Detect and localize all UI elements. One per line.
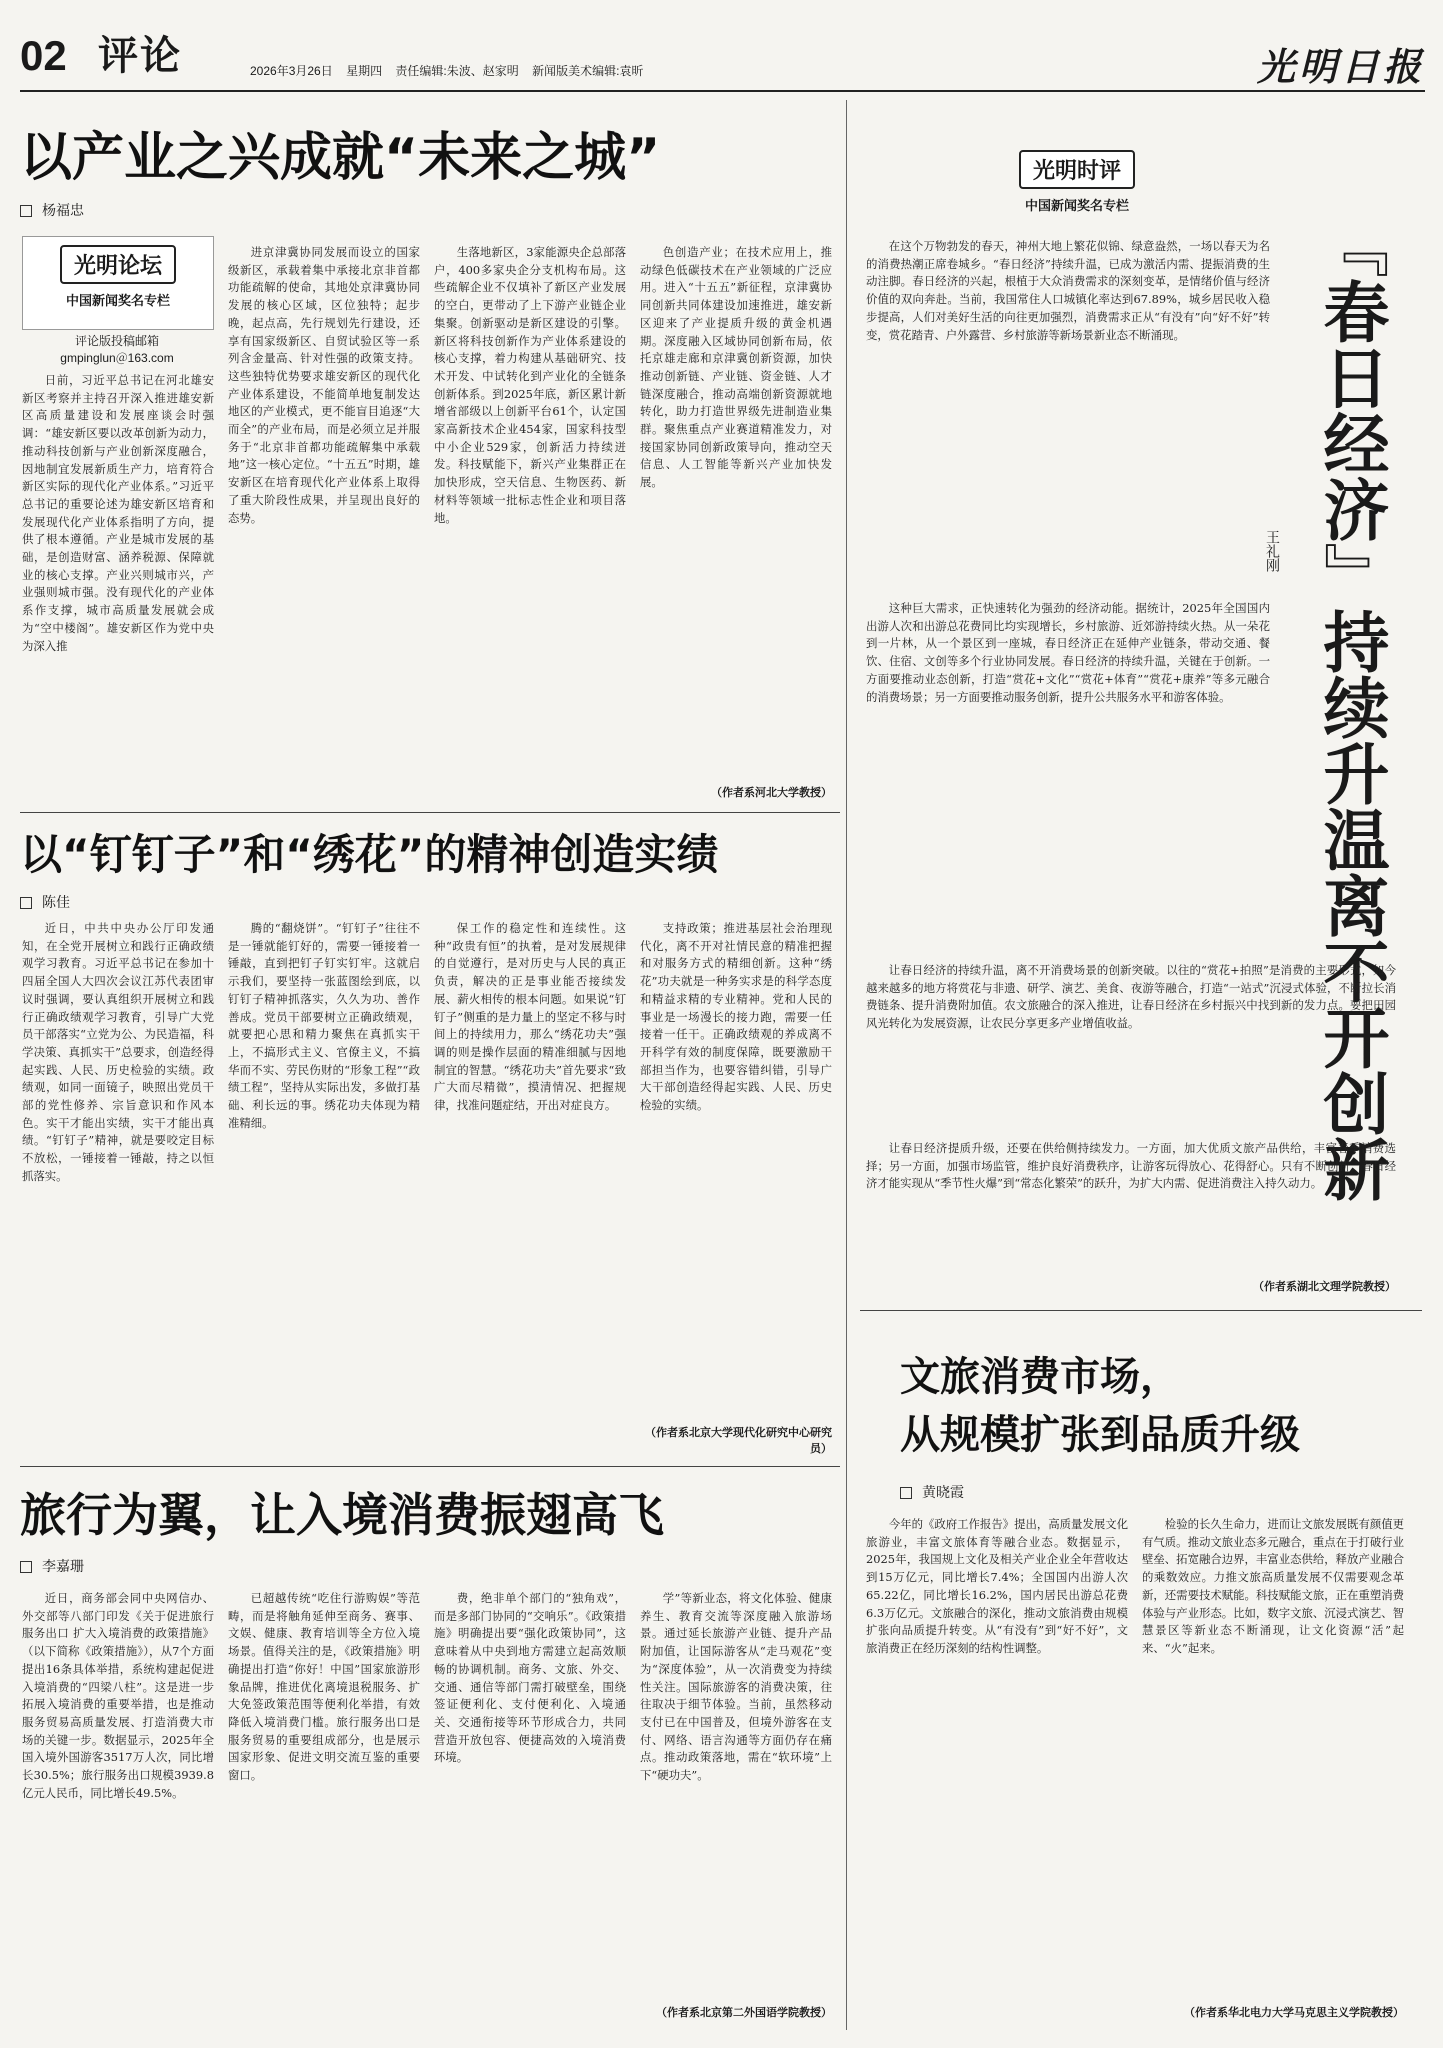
forum-badge-label: 光明论坛 [60,245,176,284]
contact-block [22,332,212,366]
article-5-title-line-1: 文旅消费市场， [900,1354,1180,1400]
responsible-editors: 责任编辑:朱波、赵家明 [395,64,519,78]
header-meta [250,62,653,79]
forum-badge-sub: 中国新闻奖名专栏 [65,294,170,309]
article-1-col-1: 日前，习近平总书记在河北雄安新区考察并主持召开深入推进雄安新区高质量建设和发展座谈会时强调：“雄安新区要以改革创新为动力，推动科技创新与产业创新深度融合，因地制宜发展新质生产力，培育符合新区实际的现代化产业体系。”习近平总书记的重要论述为雄安新区培育和发展现代化产业体系指明了方向，提供了根本遵循。产业是城市发展的基础，是创造财富、涵养税源、保障就业的核心支撑。产业兴则城市兴，产业强则城市强。没有现代化的产业体系作支撑，城市高质量发展就会成为“空中楼阁”。雄安新区作为党中央为深入推 [22,373,214,653]
article-2-col-3: 保工作的稳定性和连续性。这种“政贵有恒”的执着，是对发展规律的自觉遵行，是对历史与人民的真正负责，解决的正是事业能否接续发展、薪火相传的根本问题。如果说“钉钉子”侧重的是力量上的坚定不移与时间上的持续用力，那么“绣花功夫”强调的则是操作层面的精准细腻与因地制宜的智慧。“绣花功夫”首先要求“致广大而尽精微”，摸清情况、把握规律，找准问题症结，开出对症良方。 [434,921,626,1113]
article-4-col-4: 让春日经济提质升级，还要在供给侧持续发力。一方面，加大优质文旅产品供给，丰富春季消费选择；另一方面，加强市场监管，维护良好消费秩序，让游客玩得放心、花得舒心。只有不断创新，春日经济才能实现从“季节性火爆”到“常态化繁荣”的跃升，为扩大内需、促进消费注入持久动力。 [866,1141,1396,1191]
article-1-title: 以产业之兴成就“未来之城” [20,128,661,188]
article-5-col-2: 检验的长久生命力，进而让文旅发展既有颜值更有气质。推动文旅业态多元融合，重点在于打破行业壁垒、拓宽融合边界，丰富业态供给，释放产业融合的乘数效应。力推文旅高质量发展不仅需要观念革新，还需要技术赋能。科技赋能文旅，正在重塑消费体验与产业形态。比如，数字文旅、沉浸式演艺、智慧景区等新业态不断涌现，让文化资源“活”起来、“火”起来。 [1142,1517,1404,1655]
divider [20,812,840,813]
article-5-byline [900,1482,964,1502]
article-1-col-4: 色创造产业；在技术应用上，推动绿色低碳技术在产业领域的广泛应用。进入“十五五”新征程，京津冀协同创新共同体建设加速推进，雄安新区迎来了产业提质升级的黄金机遇期。深度融入区域协同创新布局，依托京雄走廊和京津冀创新资源，加快推动创新链、产业链、资金链、人才链深度融合，推动高端创新资源就地转化，助力打造世界级先进制造业集群。聚焦重点产业赛道精准发力，对接国家协同创新政策导向，推动空天信息、人工智能等新兴产业加快发展。 [640,245,832,490]
article-3-col-2: 已超越传统“吃住行游购娱”等范畴，而是将触角延伸至商务、赛事、文娱、健康、教育培训等全方位入境场景。值得关注的是，《政策措施》明确提出打造“你好！中国”国家旅游形象品牌，推进优化离境退税服务、扩大免签政策范围等便利化举措，有效降低入境消费门槛。旅行服务出口是服务贸易的重要组成部分，也是展示国家形象、促进文明交流互鉴的重要窗口。 [228,1591,420,1783]
article-2-signature: （作者系北京大学现代化研究中心研究员） [645,1426,832,1455]
article-2-title: 以“钉钉子”和“绣花”的精神创造实绩 [20,830,719,879]
article-1-signature: （作者系河北大学教授） [711,786,832,799]
contact-email[interactable]: gmpinglun＠163.com [60,351,174,365]
commentary-badge-sub: 中国新闻奖名专栏 [1024,199,1129,214]
issue-date: 2026年3月26日 [250,64,333,78]
page-header [20,34,1425,90]
article-2-col-2: 腾的“翻烧饼”。“钉钉子”往往不是一锤就能钉好的，需要一锤接着一锤敲，直到把钉子钉实钉牢。这就启示我们，要坚持一张蓝图绘到底，以钉钉子精神抓落实，久久为功、善作善成。党员干部要树立正确政绩观，就要把心思和精力聚焦在真抓实干上，不搞形式主义、官僚主义，不搞华而不实、劳民伤财的“形象工程”“政绩工程”，坚持从实际出发，多做打基础、利长远的事。绣花功夫体现为精准精细。 [228,921,420,1130]
article-4-title: 『春日经济』持续升温离不开创新 [1312,212,1389,1202]
article-5-author: 黄晓霞 [922,1485,964,1501]
divider [860,1310,1422,1311]
article-2-col-4: 支持政策；推进基层社会治理现代化，离不开对社情民意的精准把握和对服务方式的精细创新。这种“绣花”功夫就是一种务实求是的科学态度和精益求精的专业精神。党和人民的事业是一场漫长的接力跑，需要一任接着一任干。正确政绩观的养成离不开科学有效的制度保障，既要激励干部担当作为，也要容错纠错，引导广大干部创造经得起实践、人民、历史检验的实绩。 [640,921,832,1113]
article-4-title-rest: 持续升温离不开创新 [1312,608,1389,1202]
article-3-col-1: 近日，商务部会同中央网信办、外交部等八部门印发《关于促进旅行服务出口 扩大入境消费的政策措施》（以下简称《政策措施》），从7个方面提出16条具体举措，系统构建起促进入境消费的“四梁八柱”。这是进一步拓展入境消费的重要举措，也是推动服务贸易高质量发展、打造消费大市场的关键一步。数据显示，2025年全国入境外国游客3517万人次，同比增长30.5%；旅行服务出口规模3939.8亿元人民币，同比增长49.5%。 [22,1591,214,1800]
column-divider [846,100,847,2030]
masthead-logo: 光明日报 [1256,44,1425,89]
article-3-byline [20,1556,84,1576]
article-4-title-main: 春日经济 [1312,278,1389,542]
article-3-col-4: 学”等新业态，将文化体验、健康养生、教育交流等深度融入旅游场景。通过延长旅游产业链、提升产品附加值，让国际游客从“走马观花”变为“深度体验”，从一次消费变为持续性关注。国际旅游客的消费决策，往往取决于细节体验。当前，虽然移动支付已在中国普及，但境外游客在支付、网络、语言沟通等方面仍存在痛点。推动政策落地，需在“软环境”上下“硬功夫”。 [640,1591,832,1783]
article-1-author: 杨福忠 [42,203,84,219]
article-2-col-1: 近日，中共中央办公厅印发通知，在全党开展树立和践行正确政绩观学习教育。习近平总书记在参加十四届全国人大四次会议江苏代表团审议时强调，要认真组织开展树立和践行正确政绩观学习教育，引导广大党员干部落实“立党为公、为民造福，科学决策、真抓实干”总要求，创造经得起实践、人民、历史检验的实绩。政绩观，如同一面镜子，映照出党员干部的党性修养、宗旨意识和作风本色。实干才能出实绩，实干才能出真绩。“钉钉子”精神，就是要咬定目标不放松，一锤接着一锤敲，持之以恒抓落实。 [22,921,214,1183]
issue-weekday: 星期四 [346,64,383,78]
column-badge-guangming-forum [22,236,214,330]
article-2-byline [20,892,70,912]
article-3-col-3: 费，绝非单个部门的“独角戏”，而是多部门协同的“交响乐”。《政策措施》明确提出要“强化政策协同”，这意味着从中央到地方需建立起高效顺畅的协调机制。商务、文旅、外交、交通、通信等部门需打破壁垒，围绕签证便利化、支付便利化、入境通关、交通衔接等环节形成合力，共同营造开放包容、便捷高效的入境消费环境。 [434,1591,626,1765]
article-4-col-3: 让春日经济的持续升温，离不开消费场景的创新突破。以往的“赏花+拍照”是消费的主要形式，如今越来越多的地方将赏花与非遗、研学、演艺、美食、夜游等融合，打造“一站式”沉浸式体验，不断拉长消费链条、提升消费附加值。农文旅融合的深入推进，让春日经济在乡村振兴中找到新的发力点。要把田园风光转化为发展资源，让农民分享更多产业增值收益。 [866,963,1396,1031]
article-4-col-1: 在这个万物勃发的春天，神州大地上繁花似锦、绿意盎然，一场以春天为名的消费热潮正席卷城乡。“春日经济”持续升温，已成为激活内需、提振消费的生动注脚。春日经济的兴起，根植于大众消费需求的深刻变革，是情绪价值与经济价值的双向奔赴。当前，我国常住人口城镇化率达到67.89%，城乡居民收入稳步提高，人们对美好生活的向往更加强烈，消费需求正从“有没有”向“好不好”转变，赏花踏青、户外露营、乡村旅游等新场景新业态不断涌现。 [866,239,1270,342]
article-1-col-3: 生落地新区，3家能源央企总部落户，400多家央企分支机构布局。这些疏解企业不仅填补了新区产业发展的空白，更带动了上下游产业链企业集聚。创新驱动是新区建设的引擎。新区将科技创新作为产业体系建设的核心支撑，着力构建从基础研究、技术开发、中试转化到产业化的全链条创新体系。到2025年底，新区累计新增省部级以上创新平台61个，认定国家高新技术企业454家，国家科技型中小企业529家，创新活力持续迸发。科技赋能下，新兴产业集群正在加快形成，空天信息、生物医药、新材料等领域一批标志性企业和项目落地。 [434,245,626,525]
column-badge-guangming-commentary [992,150,1162,214]
contact-label: 评论版投稿邮箱 [74,334,159,348]
article-3-author: 李嘉珊 [42,1559,84,1575]
article-4-col-2: 这种巨大需求，正快速转化为强劲的经济动能。据统计，2025年全国国内出游人次和出游总花费同比均实现增长，乡村旅游、近郊游持续火热。从一朵花到一片林，从一个景区到一座城，春日经济正在延伸产业链条，带动交通、餐饮、住宿、文创等多个行业协同发展。春日经济的持续升温，关键在于创新。一方面要推动业态创新，打造“赏花+文化”“赏花+体育”“赏花+康养”等多元融合的消费场景；另一方面要推动服务创新，提升公共服务水平和游客体验。 [866,601,1270,704]
divider [20,1466,840,1467]
article-4-author: 王礼刚 [1264,530,1280,572]
article-4-signature: （作者系湖北文理学院教授） [1253,1280,1396,1293]
article-1-byline [20,200,84,220]
article-1-col-2: 进京津冀协同发展而设立的国家级新区，承载着集中承接北京非首都功能疏解的使命，其地处京津冀协同发展的核心区域，区位独特；起步晚，起点高，先行规划先行建设，还享有国家级新区、自贸试验区等一系列含金量高、针对性强的政策支持。这些独特优势要求雄安新区的现代化产业体系建设，不能简单地复制发达地区的产业模式，更不能盲目追逐“大而全”的产业布局，而是必须立足并服务于“北京非首都功能疏解集中承载地”这一核心定位。“十五五”时期，雄安新区在培育现代化产业体系上取得了重大阶段性成果，并呈现出良好的态势。 [228,245,420,525]
article-3-signature: （作者系北京第二外国语学院教授） [656,2006,832,2019]
commentary-badge-label: 光明时评 [1019,150,1135,189]
article-5-title [900,1348,1300,1464]
header-rule [20,90,1425,92]
article-5-title-line-2: 从规模扩张到品质升级 [900,1412,1300,1458]
section-title: 评论 [98,32,182,79]
page-number: 02 [20,32,67,79]
article-3-title: 旅行为翼，让入境消费振翅高飞 [20,1488,664,1542]
article-5-signature: （作者系华北电力大学马克思主义学院教授） [1184,2006,1404,2019]
art-editor: 新闻版美术编辑:袁昕 [532,64,644,78]
article-5-col-1: 今年的《政府工作报告》提出，高质量发展文化旅游业，丰富文旅体育等融合业态。数据显示，2025年，我国规上文化及相关产业企业全年营收达到15万亿元，同比增长7.4%；全国国内出游人次65.22亿，同比增长16.2%，国内居民出游总花费6.3万亿元。文旅融合的深化，推动文旅消费由规模扩张向品质提升转变。从“有没有”到“好不好”，文旅消费正在经历深刻的结构性调整。 [866,1517,1128,1655]
article-2-author: 陈佳 [42,895,70,911]
